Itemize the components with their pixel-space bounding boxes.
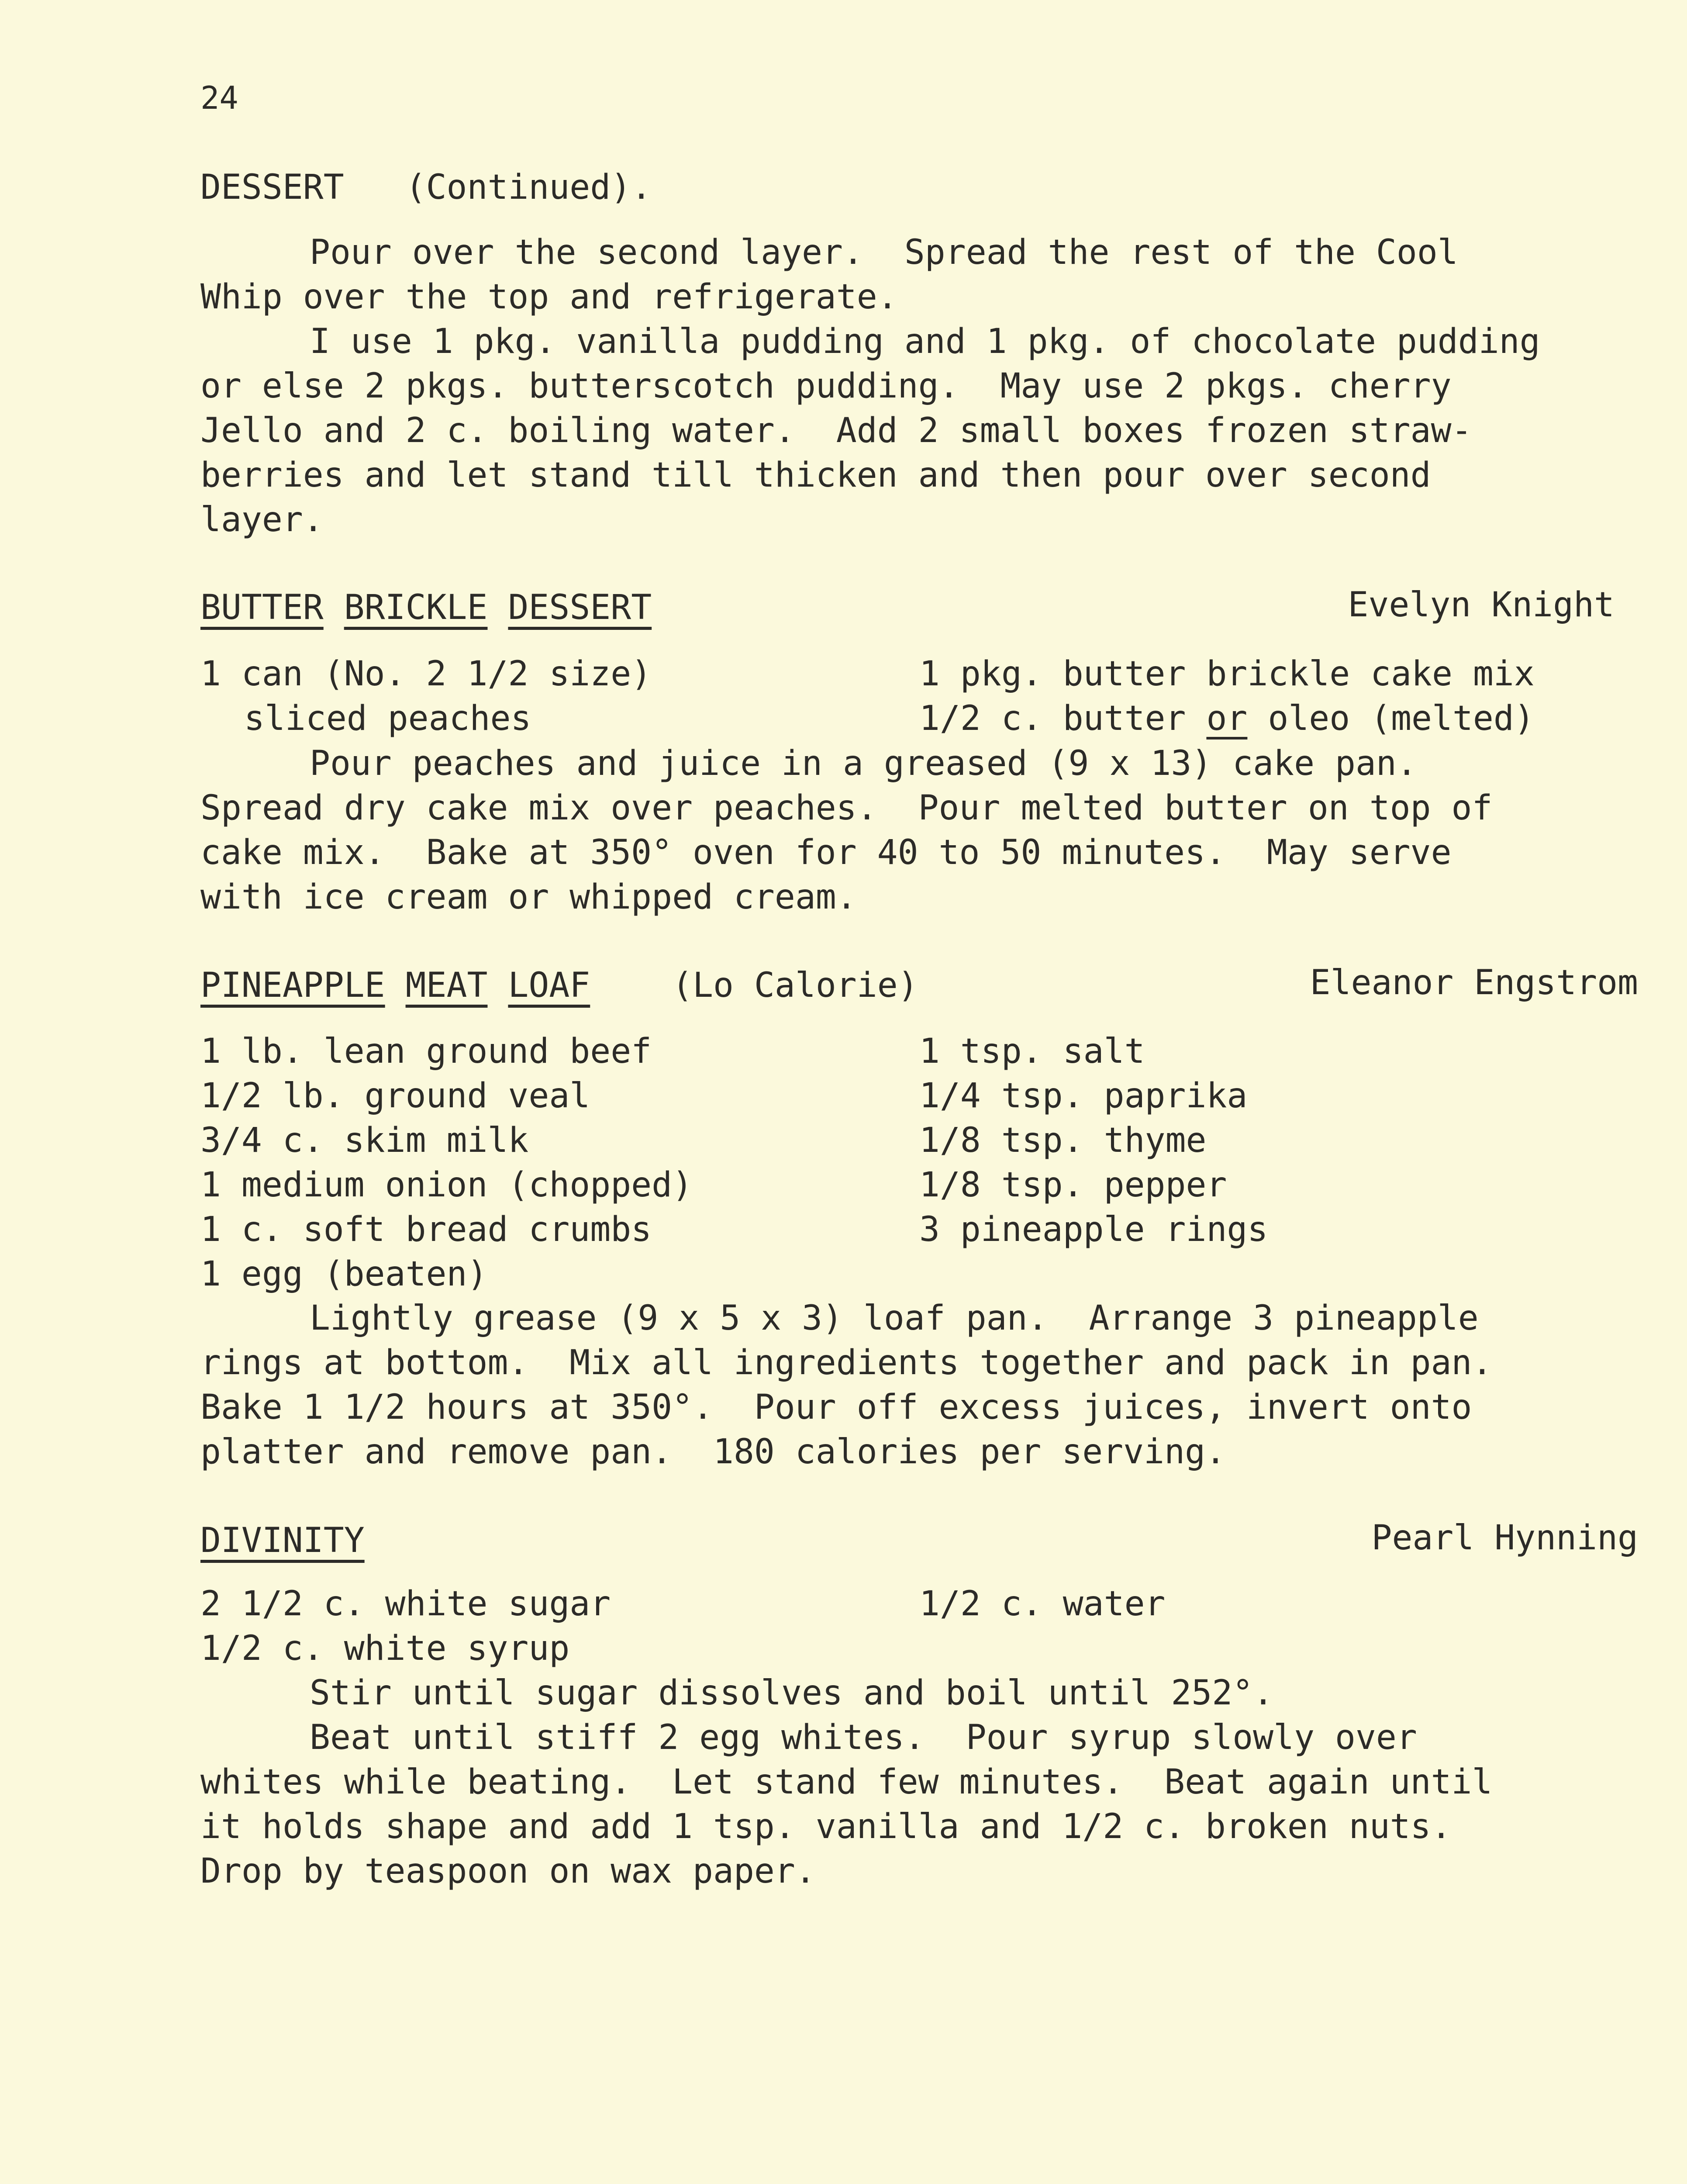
recipe-title-butter-brickle — [200, 585, 652, 630]
recipe-note: (Lo Calorie) — [672, 966, 918, 1005]
ingredient-item: 1 pkg. butter brickle cake mix — [919, 654, 1535, 694]
recipe-author: Eleanor Engstrom — [1310, 963, 1638, 1002]
section-heading — [200, 165, 652, 210]
title-word: LOAF — [508, 966, 590, 1005]
ingredient-item: 1/2 c. water — [919, 1584, 1166, 1624]
ingredient-item: 1/2 lb. ground veal — [200, 1076, 590, 1116]
title-word: MEAT — [405, 966, 488, 1005]
title-word: BUTTER — [200, 588, 324, 627]
emphasis-or: or — [1206, 699, 1248, 738]
ingredient-item: 1 can (No. 2 1/2 size) — [200, 654, 652, 694]
ingredient-item: 1/8 tsp. pepper — [919, 1165, 1227, 1205]
ingredient-list-left — [200, 652, 652, 741]
ingredient-item: 1 lb. lean ground beef — [200, 1032, 652, 1071]
ingredient-item: 1 tsp. salt — [919, 1032, 1145, 1071]
ingredient-item: 1 c. soft bread crumbs — [200, 1210, 652, 1249]
ingredient-item: sliced peaches — [244, 699, 531, 738]
ingredient-item: 1 egg (beaten) — [200, 1254, 488, 1294]
continued-paragraph-1: Pour over the second layer. Spread the rest of the Cool Whip over the top and refrigerate. — [200, 233, 1458, 317]
title-word: DIVINITY — [200, 1521, 365, 1560]
recipe-directions: Stir until sugar dissolves and boil until 252°. — [310, 1673, 1274, 1713]
recipe-author: Evelyn Knight — [1348, 585, 1615, 625]
ingredient-list-right — [919, 1029, 1268, 1252]
recipe-directions: Lightly grease (9 x 5 x 3) loaf pan. Arrange 3 pineapple rings at bottom. Mix all ingredients together and pack in pan. Bake 1 1/2 hours at 350°. Pour off excess juices, invert onto platter and remove pan. 180 calories per serving. — [200, 1299, 1493, 1472]
ingredient-item: 1/2 c. white syrup — [200, 1629, 570, 1668]
ingredient-item: 2 1/2 c. white sugar — [200, 1584, 611, 1624]
ingredient-item: 3/4 c. skim milk — [200, 1121, 529, 1160]
recipe-directions: Pour peaches and juice in a greased (9 x 13) cake pan. Spread dry cake mix over peaches. Pour melted butter on top of cake mix. Bake at 350° oven for 40 to 50 minutes. May serve with ice cream or whipped cream. — [200, 744, 1493, 917]
ingredient-item: 1/4 tsp. paprika — [919, 1076, 1248, 1116]
section-title: DESSERT — [200, 168, 344, 207]
recipe-author: Pearl Hynning — [1371, 1518, 1638, 1558]
recipe-title-divinity — [200, 1518, 365, 1563]
ingredient-list-right — [919, 652, 1535, 741]
recipe-directions: Beat until stiff 2 egg whites. Pour syrup slowly over whites while beating. Let stand few minutes. Beat again until it holds shape and add 1 tsp. vanilla and 1/2 c. broken nuts. Drop by teaspoon on wax paper. — [200, 1718, 1493, 1891]
ingredient-list-right — [919, 1582, 1166, 1626]
ingredient-item: 3 pineapple rings — [919, 1210, 1268, 1249]
recipe-title-pineapple-meat-loaf — [200, 963, 918, 1008]
title-word: PINEAPPLE — [200, 966, 385, 1005]
ingredient-list-left — [200, 1582, 611, 1671]
ingredient-item — [919, 696, 1535, 741]
title-word: BRICKLE — [344, 588, 488, 627]
continued-paragraph-2: I use 1 pkg. vanilla pudding and 1 pkg. of chocolate pudding or else 2 pkgs. butterscotch pudding. May use 2 pkgs. cherry Jello and 2 c. boiling water. Add 2 small boxes frozen straw- berries and let stand till thicken and then pour over second layer. — [200, 322, 1540, 539]
ingredient-text: oleo (melted) — [1247, 699, 1535, 738]
ingredient-item: 1 medium onion (chopped) — [200, 1165, 693, 1205]
section-subtitle: (Continued). — [405, 168, 652, 207]
page-number: 24 — [200, 79, 238, 116]
title-word: DESSERT — [508, 588, 652, 627]
ingredient-list-left — [200, 1029, 693, 1296]
ingredient-item: 1/8 tsp. thyme — [919, 1121, 1207, 1160]
ingredient-text: 1/2 c. butter — [919, 699, 1207, 738]
